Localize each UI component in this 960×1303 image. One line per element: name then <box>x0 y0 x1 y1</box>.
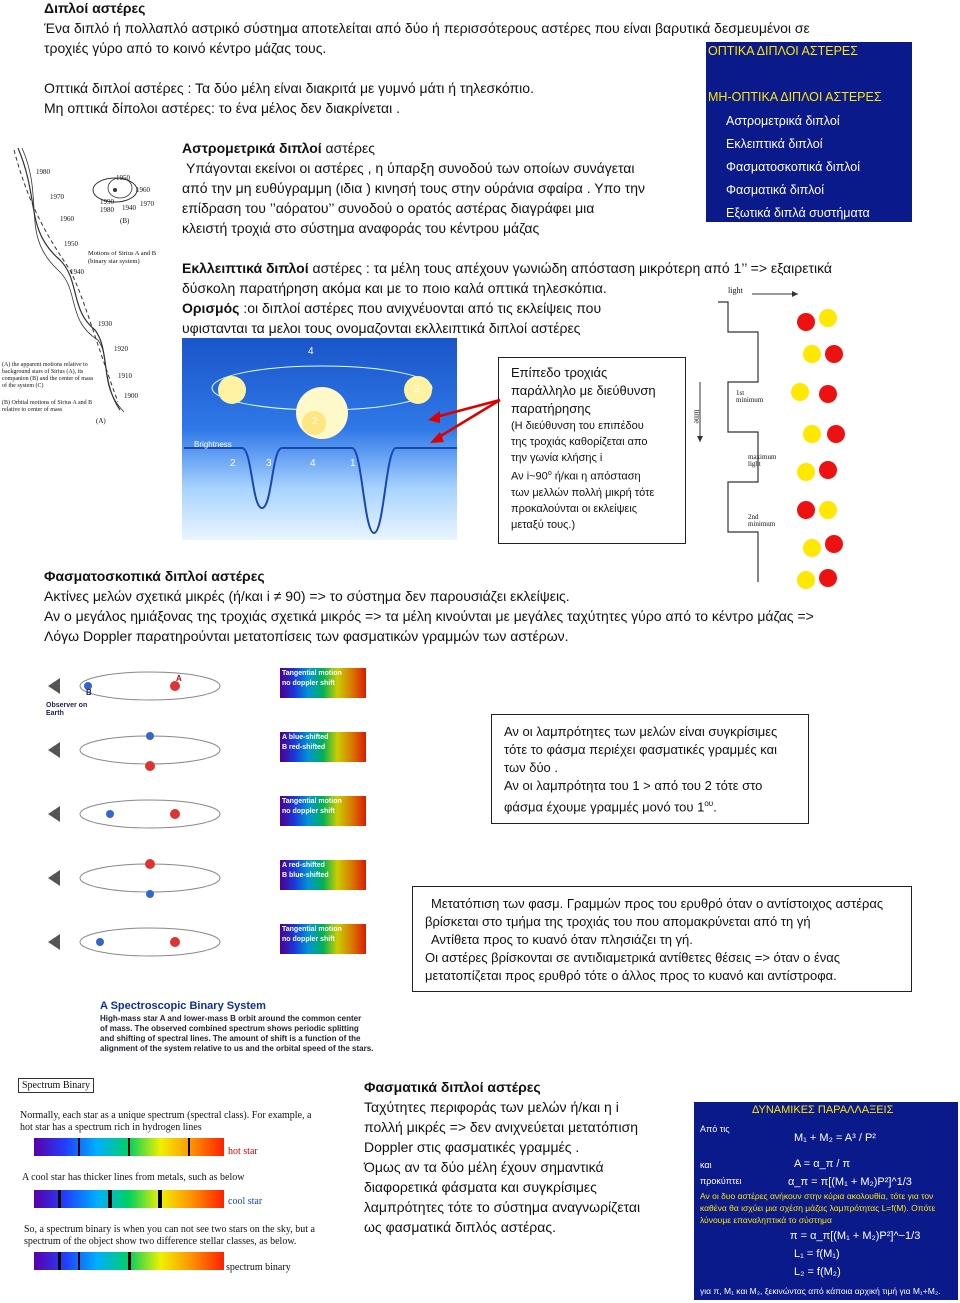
first-minimum-label: 1st minimum <box>736 389 764 404</box>
spectral-line: πολλή μικρές => δεν ανιχνεύεται μετατόπιση <box>364 1119 639 1135</box>
spectral-line: Doppler στις φασματικές γραμμές . <box>364 1139 580 1155</box>
pointer-arrows <box>420 380 505 450</box>
brightness-label: Brightness <box>194 440 232 449</box>
astrometric-line-1: Υπάγονται εκείνοι οι αστέρες , η ύπαρξη συνοδού των οποίων συνάγεται <box>186 160 635 176</box>
year-label: 1980 <box>36 168 50 176</box>
iteration-note: για π, M₁ και M₂, ξεκινώντας από κάποια αρχική τιμή για M₁+M₂. <box>700 1286 941 1296</box>
results-label: προκύπτει <box>700 1176 742 1186</box>
equation-6: L₂ = f(M₂) <box>794 1266 841 1278</box>
optical-binaries-heading: ΟΠΤΙΚΑ ΔΙΠΛΟΙ ΑΣΤΕΡΕΣ <box>708 44 858 58</box>
spectral-line: Ταχύτητες περιφοράς των μελών ή/και η i <box>364 1099 619 1115</box>
doppler-caption-title: A Spectroscopic Binary System <box>100 1000 266 1012</box>
year-label: 1940 <box>70 268 84 276</box>
spectral-line: ως φασματικά διπλός αστέρας. <box>364 1219 556 1235</box>
equation-5: L₁ = f(M₁) <box>794 1248 840 1260</box>
hot-star-label: hot star <box>228 1146 258 1157</box>
spectrum-panel <box>280 732 366 762</box>
panel-label-2: no doppler shift <box>282 808 335 815</box>
year-label: 1960 <box>136 186 150 194</box>
panel-label-1: A blue-shifted <box>282 734 329 741</box>
astrometric-line-3: επίδραση του ’’αόρατου’’ συνοδού ο ορατός αστέρας διαγράφει μια <box>182 200 595 216</box>
orbit-plane-box <box>498 357 686 544</box>
type-item-exotic: Εξωτικά διπλά συστήματα <box>726 206 870 220</box>
shift-note-box <box>412 886 912 992</box>
optical-definition: Οπτικά διπλοί αστέρες : Τα δύο μέλη είναι διακριτά με γυμνό μάτι ή τηλεσκόπιο. <box>44 80 534 96</box>
spectrum-panel <box>280 668 366 698</box>
year-label: 1900 <box>124 392 138 400</box>
spectroscopic-heading: Φασματοσκοπικά διπλοί αστέρες <box>44 568 265 584</box>
spectral-line <box>128 1138 130 1156</box>
type-item-spectroscopic: Φασματοσκοπικά διπλοί <box>726 160 860 174</box>
spectroscopic-line-1: Ακτίνες μελών σχετικά μικρές (ή/και i ≠ 90) => το σύστημα δεν παρουσιάζει εκλείψεις. <box>44 588 570 604</box>
year-label: 1960 <box>60 215 74 223</box>
brightness-line: τότε το φάσμα περιέχει φασματικές γραμμές και <box>504 742 778 757</box>
year-label: 1920 <box>114 345 128 353</box>
cool-star-spectrum <box>34 1190 224 1208</box>
type-item-eclipsing: Εκλειπτικά διπλοί <box>726 137 823 151</box>
nonoptical-binaries-heading: ΜΗ-ΟΠΤΙΚΑ ΔΙΠΛΟΙ ΑΣΤΕΡΕΣ <box>708 90 882 104</box>
light-curve-drawing <box>688 282 960 592</box>
position-label: 3 <box>414 384 420 395</box>
sirius-caption-a: (A) the apparent motions relative to background stars of Sirius (A), its companion (B) and the center of mass of the system (C) <box>2 362 94 389</box>
plane-line: την γωνία κλήσης i <box>511 452 603 464</box>
plane-line: Επίπεδο τροχιάς <box>511 365 608 380</box>
panel-label-2: B red-shifted <box>282 744 326 751</box>
brightness-note-box <box>491 714 809 824</box>
shift-line: Οι αστέρες βρίσκονται σε αντιδιαμετρικά αντίθετες θέσεις => όταν ο ένας <box>425 950 841 965</box>
position-label: 4 <box>310 458 316 469</box>
spectral-line <box>128 1252 131 1270</box>
year-label: 1970 <box>140 200 154 208</box>
plane-line: της τροχιάς καθορίζεται απο <box>511 436 648 448</box>
year-label: 1910 <box>118 372 132 380</box>
spectrum-binary-figure <box>18 1078 348 1288</box>
spectrum-binary-title: Spectrum Binary <box>18 1078 94 1093</box>
time-label: time <box>692 409 702 424</box>
plane-line: παράλληλο με διεύθυνση <box>511 383 656 398</box>
equation-1: M₁ + M₂ = A³ / P² <box>794 1132 876 1144</box>
eclipsing-line-1-rest: αστέρες : τα μέλη τους απέχουν γωνιώδη απόσταση μικρότερη από 1’’ => εξαιρετικά <box>308 260 833 276</box>
eclipsing-line-4: υφιστανται τα μελοι τους ονομαζονται εκλλειπτικά διπλοί αστέρες <box>182 320 581 336</box>
year-label: 1930 <box>98 320 112 328</box>
astrometric-title: Αστρομετρικά διπλοί <box>182 140 322 156</box>
eclipse-figure <box>182 338 457 540</box>
spectrum-panel <box>280 924 366 954</box>
spectral-line <box>158 1190 162 1208</box>
eclipsing-title: Εκλλειπτικά διπλοί <box>182 260 309 276</box>
doppler-caption-line: of mass. The observed combined spectrum shows periodic splitting <box>100 1024 359 1033</box>
eclipsing-line-2: δύσκολη παρατήρηση ακόμα και με το ποιο καλά οπτικά τηλεσκόπια. <box>182 280 607 296</box>
sirius-motion-figure <box>0 140 180 430</box>
panel-label-1: Tangential motion <box>282 670 342 677</box>
panel-label-2: B blue-shifted <box>282 872 329 879</box>
equation-4: π = α_π[(M₁ + M₂)P²]^−1/3 <box>790 1230 921 1242</box>
brightness-line: Αν οι λαμπρότητες των μελών είναι συγκρίσιμες <box>504 724 778 739</box>
spectrum-binary-line: spectrum of the object show two difference stellar classes, as below. <box>24 1236 297 1247</box>
binary-types-panel <box>706 42 912 222</box>
year-label: 1950 <box>116 174 130 182</box>
year-label: 1940 <box>122 204 136 212</box>
spectral-line <box>78 1138 80 1156</box>
panel-label-2: no doppler shift <box>282 936 335 943</box>
spectroscopic-line-2: Αν ο μεγάλος ημιάξονας της τροχιάς σχετικά μικρός => τα μέλη κινούνται με μεγάλες ταχύτητες γύρο από το κέντρο μάζας => <box>44 608 814 624</box>
second-minimum-label: 2nd minimum <box>748 513 776 528</box>
year-label: 1950 <box>64 240 78 248</box>
plane-line: προκαλούνται οι εκλείψεις <box>511 502 638 515</box>
equation-3: α_π = π[(M₁ + M₂)P²]^1/3 <box>788 1176 912 1188</box>
and-label: και <box>700 1160 712 1170</box>
plane-line: μεταξύ τους.) <box>511 518 576 531</box>
spectral-line <box>188 1138 190 1156</box>
sirius-legend: Motions of Sirius A and B (binary star system) <box>88 250 157 265</box>
shift-line: Μετατόπιση των φασμ. Γραμμών προς του ερυθρό όταν ο αντίστοιχος αστέρας <box>431 896 884 911</box>
dynamic-parallax-panel <box>694 1102 958 1300</box>
eclipsing-definition <box>182 298 601 318</box>
shift-line: βρίσκεται στο τμήμα της τροχιάς του που απομακρύνεται από τη γή <box>425 914 811 929</box>
astrometric-title-rest: αστέρες <box>321 140 375 156</box>
panel-label-2: no doppler shift <box>282 680 335 687</box>
ordinal-sup: ου <box>704 799 714 808</box>
angle-text: Αν i~90 <box>511 470 548 483</box>
intro-line-1: Ένα διπλό ή πολλαπλό αστρικό σύστημα αποτελείται από δύο ή περισσότερους αστέρες που είναι βαρυτικά δεσμευμένοι σε <box>44 20 810 36</box>
doppler-caption-line: High-mass star A and lower-mass B orbit around the common center <box>100 1014 362 1023</box>
light-curve-figure <box>688 282 960 592</box>
panel-label-1: Tangential motion <box>282 798 342 805</box>
plane-line: (Η διεύθυνση του επιπέδου <box>511 420 644 432</box>
label-b: (B) <box>120 217 130 225</box>
panel-label-1: A red-shifted <box>282 862 325 869</box>
astrometric-line-2: από την μη ευθύγραμμη (ιδια ) κινησή τους στην ούράνια σφαίρα . Υπο την <box>182 180 646 196</box>
year-label: 1980 <box>100 206 114 214</box>
doppler-caption-line: and shifting of spectral lines. The amount of shift is a function of the <box>100 1034 361 1043</box>
brightness-line: Αν οι λαμπρότητα του 1 > από του 2 τότε στο <box>504 778 763 793</box>
spectrum-binary-line: Normally, each star as a unique spectrum (spectral class). For example, a <box>20 1110 312 1121</box>
type-item-astrometric: Αστρομετρικά διπλοί <box>726 114 840 128</box>
equation-2: A = α_π / π <box>794 1158 851 1170</box>
spectrum-panel <box>280 796 366 826</box>
nonoptical-definition: Μη οπτικά δίπολοι αστέρες: το ένα μέλος δεν διακρίνεται . <box>44 100 401 116</box>
cool-star-label: cool star <box>228 1196 263 1207</box>
star-a-label: A <box>176 674 182 683</box>
brightness-line: των δύο . <box>504 760 559 775</box>
sirius-caption-b: (B) Orbital motions of Sirius A and B relative to center of mass <box>2 400 93 413</box>
definition-label: Ορισμός <box>182 300 240 316</box>
position-label: 1 <box>350 458 356 469</box>
spectral-line: διαφορετικά φάσματα και συγκρίσιμες <box>364 1179 597 1195</box>
spectral-line <box>58 1190 61 1208</box>
spectrum-binary-label: spectrum binary <box>226 1262 291 1273</box>
maximum-light-label: maximum light <box>748 453 777 468</box>
spectral-line <box>58 1252 61 1270</box>
page-title: Διπλοί αστέρες <box>44 0 146 16</box>
type-item-spectral: Φασματικά διπλοί <box>726 183 825 197</box>
main-sequence-note: Αν οι δυο αστέρες ανήκουν στην κύρια ακολουθία, τότε για τον καθένα θα ισχύει μια σχέση μάζας λαμπρότητας L=f(M). Οπότε λύνουμε επαναληπτικά το σύστημα <box>700 1191 936 1225</box>
shift-line: Αντίθετα προς το κυανό όταν πλησιάζει τη γή. <box>431 932 693 947</box>
light-label: light <box>728 286 743 295</box>
spectral-heading: Φασματικά διπλοί αστέρες <box>364 1079 541 1095</box>
star-b-label: B <box>86 688 92 697</box>
astrometric-heading <box>182 138 375 158</box>
definition-rest: :οι διπλοί αστέρες που ανιχνέυονται από τις εκλείψεις που <box>239 300 602 316</box>
from-label: Από τις <box>700 1124 730 1134</box>
eclipse-drawing <box>182 338 457 540</box>
angle-rest: ή/και η απόσταση <box>551 470 641 483</box>
year-label: 1990 <box>100 198 114 206</box>
position-label: 2 <box>312 416 318 427</box>
doppler-caption-line: alignment of the system relative to us and the orbital speed of the stars. <box>100 1044 374 1053</box>
plane-line-angle <box>511 466 673 485</box>
spectral-line <box>108 1190 112 1208</box>
spectroscopic-line-3: Λόγω Doppler παρατηρούνται μετατοπίσεις των φασματικών γραμμών των αστέρων. <box>44 628 569 644</box>
spectral-line <box>78 1252 80 1270</box>
position-label: 4 <box>308 346 314 357</box>
spectrum-binary-line: hot star has a spectrum rich in hydrogen lines <box>20 1122 202 1133</box>
position-label: 3 <box>266 458 272 469</box>
brightness-last-end: . <box>713 799 717 815</box>
shift-line: μετατοπίζεται προς ερυθρό τότε ο άλλος προς το κυανό και αντίστροφα. <box>425 968 837 983</box>
year-label: 1970 <box>50 193 64 201</box>
spectrum-binary-line: So, a spectrum binary is when you can not see two stars on the sky, but a <box>24 1224 315 1235</box>
spectrum-panel <box>280 860 366 890</box>
degree-sup: ο <box>547 470 552 477</box>
observer-label: Observer on Earth <box>46 702 88 717</box>
doppler-figure <box>40 664 380 1058</box>
brightness-line-last <box>504 795 796 816</box>
plane-line: των μελλών πολλή μικρή τότε <box>511 486 655 499</box>
panel-label-1: Tangential motion <box>282 926 342 933</box>
brightness-last-text: φάσμα έχουμε γραμμές μονό του 1 <box>504 799 705 815</box>
spectral-line: λαμπρότητες τότε το σύστημα αναγνωρίζεται <box>364 1199 641 1215</box>
dynamic-parallax-title: ΔΥΝΑΜΙΚΕΣ ΠΑΡΑΛΛΑΞΕΙΣ <box>752 1104 894 1116</box>
astrometric-line-4: κλειστή τροχιά στο σύστημα αναφοράς του κέντρου μάζας <box>182 220 540 236</box>
eclipsing-line-1 <box>182 258 832 278</box>
position-label: 2 <box>230 458 236 469</box>
intro-line-2: τροχιές γύρο από το κοινό κέντρο μάζας τους. <box>44 40 327 56</box>
label-a: (A) <box>96 417 106 425</box>
spectrum-binary-line: A cool star has thicker lines from metals, such as below <box>22 1172 245 1183</box>
plane-line: παρατήρησης <box>511 401 591 416</box>
spectral-line: Όμως αν τα δύο μέλη έχουν σημαντικά <box>364 1159 604 1175</box>
